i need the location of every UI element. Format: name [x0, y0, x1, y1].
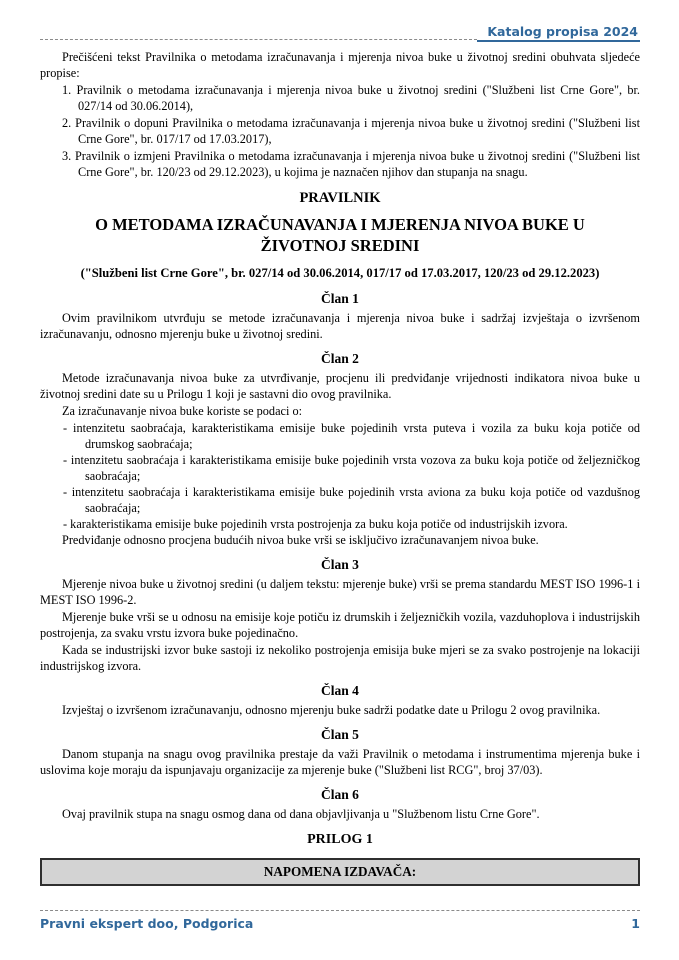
article-heading: Član 2: [321, 351, 359, 366]
page-footer: [40, 910, 640, 932]
article-paragraph: Kada se industrijski izvor buke sastoji iz nekoliko postrojenja emisija buke mjeri se za svako postrojenje na lokaciji industrijskog izvora.: [40, 643, 640, 673]
article-paragraph: Ovim pravilnikom utvrđuju se metode izračunavanja i mjerenja nivoa buke i sadržaj izvještaja o izvršenom izračunavanju, odnosno mjerenju buke u životnoj sredini.: [40, 311, 640, 341]
article-paragraph: Predviđanje odnosno procjena budućih nivoa buke vrši se isključivo izračunavanjem nivoa buke.: [62, 533, 539, 547]
document-title: O METODAMA IZRAČUNAVANJA I MJERENJA NIVOA BUKE U ŽIVOTNOJ SREDINI: [95, 215, 585, 255]
intro-list-item: 2. Pravilnik o dopuni Pravilnika o metodama izračunavanja i mjerenja nivoa buke u životnoj sredini ("Službeni list Crne Gore", br. 017/17 od 17.03.2017),: [62, 116, 640, 146]
gazette-reference-line: ("Službeni list Crne Gore", br. 027/14 od 30.06.2014, 017/17 od 17.03.2017, 120/23 od 29.12.2023): [80, 266, 600, 280]
intro-paragraph: Prečišćeni tekst Pravilnika o metodama izračunavanja i mjerenja nivoa buke u životnoj sredini obuhvata sljedeće propise:: [40, 50, 640, 80]
page-number: 1: [631, 916, 640, 931]
publisher-note-box: NAPOMENA IZDAVAČA:: [40, 858, 640, 886]
article-heading: Član 3: [321, 557, 359, 572]
article-bullet: - intenzitetu saobraćaja i karakteristikama emisije buke pojedinih vrsta vozova za buku koja potiče od željezničkog saobraćaja;: [63, 453, 640, 483]
article-paragraph: Izvještaj o izvršenom izračunavanju, odnosno mjerenju buke sadrži podatke date u Prilogu 2 ovog pravilnika.: [62, 703, 601, 717]
article-heading: Član 6: [321, 787, 359, 802]
article-paragraph: Metode izračunavanja nivoa buke za utvrđivanje, procjenu ili predviđanje vrijednosti indikatora nivoa buke u životnoj sredini date su u Prilogu 1 koji je sastavni dio ovog pravilnika.: [40, 371, 640, 401]
prilog-heading: PRILOG 1: [307, 832, 373, 847]
publisher-name: Pravni ekspert doo, Podgorica: [40, 916, 254, 931]
article-paragraph: Za izračunavanje nivoa buke koriste se podaci o:: [62, 404, 303, 418]
article-paragraph: Mjerenje nivoa buke u životnoj sredini (u daljem tekstu: mjerenje buke) vrši se prema standardu MEST ISO 1996-1 i MEST ISO 1996-2.: [40, 577, 640, 607]
article-paragraph: Danom stupanja na snagu ovog pravilnika prestaje da važi Pravilnik o metodama i instrumentima mjerenja buke i uslovima koje moraju da ispunjavaju organizacije za mjerenje buke ("Službeni list RCG", broj 37/03).: [40, 747, 640, 777]
page-header: [40, 24, 640, 42]
document-kind-heading: PRAVILNIK: [299, 190, 381, 206]
intro-list-item: 1. Pravilnik o metodama izračunavanja i mjerenja nivoa buke u životnoj sredini ("Službeni list Crne Gore", br. 027/14 od 30.06.2014),: [62, 83, 640, 113]
header-dashed-line: [40, 38, 477, 40]
article-paragraph: Ovaj pravilnik stupa na snagu osmog dana od dana objavljivanja u "Službenom listu Crne Gore".: [62, 807, 540, 821]
article-bullet: - karakteristikama emisije buke pojedinih vrsta postrojenja za buku koja potiče od industrijskih izvora.: [63, 517, 568, 531]
catalog-label: Katalog propisa 2024: [477, 24, 640, 42]
article-bullet: - intenzitetu saobraćaja i karakteristikama emisije buke pojedinih vrsta aviona za buku koja potiče od vazdušnog saobraćaja;: [63, 485, 640, 515]
article-bullet: - intenzitetu saobraćaja, karakteristikama emisije buke pojedinih vrsta puteva i vozila za buku koja potiče od drumskog saobraćaja;: [63, 421, 640, 451]
article-heading: Član 4: [321, 683, 359, 698]
article-paragraph: Mjerenje buke vrši se u odnosu na emisije koje potiču iz drumskih i željezničkih vozila, vazduhoplova i industrijskih postrojenja, za svaku vrstu izvora buke pojedinačno.: [40, 610, 640, 640]
intro-list-item: 3. Pravilnik o izmjeni Pravilnika o metodama izračunavanja i mjerenja nivoa buke u životnoj sredini ("Službeni list Crne Gore", br. 120/23 od 29.12.2023), u kojima je naznačen njihov dan stupanja na snagu.: [62, 149, 640, 179]
article-heading: Član 1: [321, 291, 359, 306]
article-heading: Član 5: [321, 727, 359, 742]
